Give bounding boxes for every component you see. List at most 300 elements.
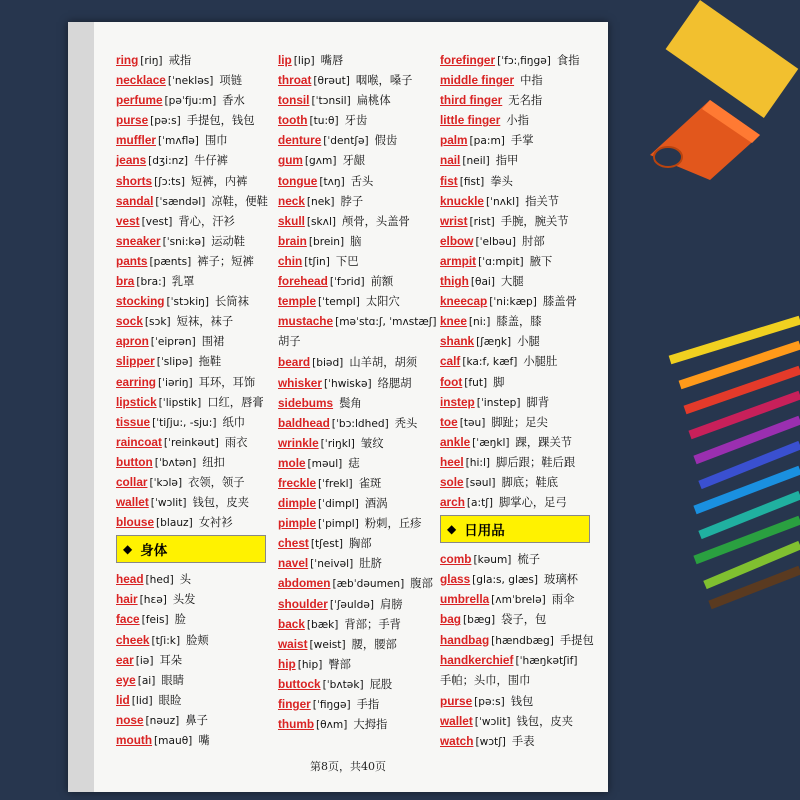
english-word: ankle bbox=[440, 434, 471, 449]
chinese-meaning: 雨衣 bbox=[224, 435, 248, 449]
phonetic: [θai] bbox=[470, 276, 496, 289]
chinese-meaning: 耳环，耳饰 bbox=[198, 375, 256, 389]
vocab-entry bbox=[116, 452, 276, 472]
chinese-meaning: 大拇指 bbox=[353, 718, 388, 732]
chinese-meaning: 秃头 bbox=[394, 416, 418, 430]
english-word: skull bbox=[278, 213, 305, 228]
vocab-entry bbox=[440, 271, 600, 291]
phonetic: [məul] bbox=[307, 457, 343, 470]
english-word: tissue bbox=[116, 414, 151, 429]
english-word: throat bbox=[278, 73, 312, 88]
chinese-meaning: 衣领，领子 bbox=[188, 475, 245, 489]
phonetic: [ʌmˈbrelə] bbox=[491, 594, 546, 607]
chinese-meaning: 脚掌心，足弓 bbox=[498, 496, 567, 510]
english-word: thumb bbox=[278, 717, 315, 732]
chinese-meaning: 肩膀 bbox=[379, 597, 403, 611]
phonetic: [bæg] bbox=[462, 614, 496, 627]
vocab-entry bbox=[440, 191, 600, 211]
english-word: handbag bbox=[440, 632, 490, 647]
vocab-entry bbox=[116, 231, 276, 251]
vocab-entry bbox=[440, 110, 600, 130]
vocab-entry bbox=[440, 171, 600, 191]
vocab-entry bbox=[278, 50, 438, 70]
phonetic: [ˈʃəuldə] bbox=[329, 598, 374, 611]
phonetic: [blauz] bbox=[156, 517, 193, 530]
chinese-meaning: 纽扣 bbox=[202, 455, 225, 469]
english-word: heel bbox=[440, 454, 464, 469]
phonetic: [ˈlipstik] bbox=[158, 396, 202, 409]
chinese-meaning: 食指 bbox=[556, 54, 580, 67]
chinese-meaning: 肚脐 bbox=[359, 557, 382, 571]
phonetic: [ˈnʌkl] bbox=[485, 195, 520, 208]
phonetic: [hεə] bbox=[139, 594, 167, 607]
phonetic: [mauθ] bbox=[154, 735, 193, 747]
phonetic: [ˈnekləs] bbox=[167, 75, 214, 88]
chinese-meaning: 戒指 bbox=[168, 54, 192, 67]
vocabulary-page bbox=[68, 22, 608, 792]
english-word: forehead bbox=[278, 274, 328, 289]
english-word: knee bbox=[440, 314, 467, 329]
vocab-entry bbox=[440, 130, 600, 150]
vocab-entry bbox=[278, 573, 438, 593]
vocab-entry bbox=[116, 331, 276, 351]
vocab-entry bbox=[116, 110, 276, 130]
phonetic: [ˈriŋkl] bbox=[320, 437, 355, 450]
vocab-entry bbox=[440, 211, 600, 231]
chinese-meaning: 眼睑 bbox=[158, 693, 182, 707]
english-word: instep bbox=[440, 394, 475, 409]
chinese-meaning: 膝盖，膝 bbox=[496, 315, 542, 329]
vocab-entry bbox=[116, 150, 276, 170]
chinese-meaning: 腹部 bbox=[410, 577, 433, 591]
phonetic: [gla:s, glæs] bbox=[472, 574, 539, 587]
english-word: shank bbox=[440, 334, 475, 349]
column-3 bbox=[440, 50, 600, 751]
vocab-entry bbox=[278, 413, 438, 433]
english-word: tongue bbox=[278, 173, 318, 188]
english-word: arch bbox=[440, 495, 465, 510]
english-word: collar bbox=[116, 474, 148, 489]
vocab-entry bbox=[278, 191, 438, 211]
english-word: abdomen bbox=[278, 576, 331, 591]
phonetic: [a:tʃ] bbox=[466, 497, 493, 510]
english-word: baldhead bbox=[278, 415, 330, 430]
vocab-entry bbox=[116, 569, 276, 589]
vocab-entry bbox=[278, 473, 438, 493]
chinese-meaning: 酒涡 bbox=[364, 497, 388, 511]
phonetic: [ai] bbox=[137, 674, 156, 687]
chinese-meaning: 项链 bbox=[219, 74, 242, 88]
english-word: ring bbox=[116, 53, 139, 67]
phonetic: [ˈsni:kə] bbox=[162, 235, 206, 248]
vocab-entry bbox=[278, 553, 438, 573]
chinese-meaning: 乳罩 bbox=[171, 275, 195, 289]
phonetic: [pænts] bbox=[149, 255, 192, 268]
phonetic: [tʃest] bbox=[310, 538, 343, 551]
phonetic: [ˈmʌflə] bbox=[157, 135, 199, 148]
chinese-meaning: 鼻子 bbox=[185, 713, 208, 727]
phonetic: [ˈwɔlit] bbox=[150, 497, 187, 510]
phonetic: [ˈelbəu] bbox=[475, 235, 517, 248]
vocab-entry bbox=[116, 171, 276, 191]
chinese-meaning: 皱纹 bbox=[360, 436, 384, 450]
vocab-entry bbox=[440, 372, 600, 392]
phonetic: [ˈinstep] bbox=[476, 396, 521, 409]
vocab-entry bbox=[440, 231, 600, 251]
chinese-meaning: 手表 bbox=[511, 735, 535, 748]
vocab-entry bbox=[116, 690, 276, 710]
vocab-entry bbox=[116, 191, 276, 211]
phonetic: [tʃin] bbox=[304, 255, 330, 268]
chinese-meaning: 女衬衫 bbox=[198, 516, 233, 530]
english-word: bag bbox=[440, 612, 461, 627]
section-header-body bbox=[116, 535, 266, 563]
english-word: mouth bbox=[116, 733, 153, 747]
english-word: muffler bbox=[116, 133, 156, 148]
chinese-meaning: 胡子 bbox=[278, 335, 301, 349]
vocab-entry bbox=[440, 432, 600, 452]
chinese-meaning: 踝，踝关节 bbox=[515, 435, 573, 449]
english-word: purse bbox=[440, 693, 473, 708]
chinese-meaning: 钱包，皮夹 bbox=[516, 714, 573, 728]
english-word: back bbox=[278, 616, 305, 631]
english-word: pimple bbox=[278, 516, 317, 531]
vocab-entry bbox=[116, 211, 276, 231]
vocab-entry bbox=[278, 291, 438, 311]
chinese-meaning: 手提包，钱包 bbox=[186, 114, 255, 128]
chinese-meaning: 拖鞋 bbox=[198, 355, 222, 369]
english-word: beard bbox=[278, 355, 311, 370]
english-word: wrinkle bbox=[278, 435, 319, 450]
colored-pencils-image bbox=[655, 300, 800, 630]
chinese-meaning: 太阳穴 bbox=[365, 295, 400, 309]
phonetic: [təu] bbox=[459, 416, 486, 429]
english-word: third finger bbox=[440, 93, 503, 108]
section-header-daily-items bbox=[440, 515, 590, 543]
vocab-entry bbox=[278, 352, 438, 372]
chinese-meaning: 手帕；头巾，围巾 bbox=[440, 673, 531, 687]
english-word: middle finger bbox=[440, 73, 515, 88]
phonetic: [ˈdentʃə] bbox=[323, 135, 369, 148]
vocab-entry bbox=[278, 654, 438, 674]
chinese-meaning: 大腿 bbox=[501, 275, 524, 289]
vocab-entry bbox=[278, 594, 438, 614]
english-word: dimple bbox=[278, 496, 317, 511]
chinese-meaning: 小腿 bbox=[517, 335, 540, 349]
column-2 bbox=[278, 50, 438, 734]
phonetic: [skʌl] bbox=[306, 215, 337, 228]
vocab-entry bbox=[278, 634, 438, 654]
english-word: earring bbox=[116, 374, 156, 389]
vocab-entry bbox=[116, 291, 276, 311]
phonetic: [weist] bbox=[309, 638, 346, 651]
phonetic: [tʃi:k] bbox=[151, 634, 181, 647]
english-word: watch bbox=[440, 734, 474, 748]
chinese-meaning: 梳子 bbox=[517, 553, 541, 567]
chinese-meaning: 腰，腰部 bbox=[351, 637, 397, 651]
vocab-entry bbox=[440, 609, 600, 629]
page-spine bbox=[68, 22, 94, 792]
phonetic: [kəum] bbox=[473, 554, 512, 567]
chinese-meaning: 鬓角 bbox=[339, 396, 362, 410]
vocab-entry bbox=[440, 691, 600, 711]
english-word: buttock bbox=[278, 676, 321, 691]
chinese-meaning: 手指 bbox=[356, 698, 380, 711]
chinese-meaning: 拳头 bbox=[490, 174, 513, 188]
chinese-meaning: 背部；手背 bbox=[344, 617, 401, 631]
vocab-entry bbox=[440, 650, 600, 691]
chinese-meaning: 耳朵 bbox=[159, 653, 183, 667]
english-word: elbow bbox=[440, 233, 474, 248]
chinese-meaning: 雀斑 bbox=[358, 476, 382, 490]
english-word: purse bbox=[116, 113, 149, 128]
chinese-meaning: 脚趾；足尖 bbox=[491, 415, 548, 429]
phonetic: [ˈɑ:mpit] bbox=[478, 255, 524, 268]
chinese-meaning: 口红，唇膏 bbox=[207, 395, 264, 409]
vocab-entry bbox=[440, 291, 600, 311]
english-word: knuckle bbox=[440, 193, 484, 208]
vocab-entry bbox=[116, 492, 276, 512]
vocab-entry bbox=[278, 70, 438, 90]
phonetic: [səul] bbox=[465, 476, 496, 489]
phonetic: [ˈwɔlit] bbox=[474, 715, 511, 728]
phonetic: [ˈæŋkl] bbox=[472, 436, 510, 449]
chinese-meaning: 短袜，袜子 bbox=[176, 315, 234, 329]
phonetic: [ʃæŋk] bbox=[476, 336, 512, 349]
english-word: face bbox=[116, 612, 140, 627]
vocab-entry bbox=[278, 311, 438, 352]
english-word: blouse bbox=[116, 515, 155, 530]
chinese-meaning: 纸巾 bbox=[222, 415, 246, 429]
column-1 bbox=[116, 50, 276, 750]
phonetic: [lip] bbox=[293, 55, 315, 67]
english-word: lip bbox=[278, 53, 292, 67]
vocab-entry bbox=[278, 150, 438, 170]
english-word: sidebums bbox=[278, 395, 334, 410]
phonetic: [ˈni:kæp] bbox=[489, 296, 537, 309]
chinese-meaning: 手提包 bbox=[559, 633, 594, 647]
vocab-entry bbox=[278, 251, 438, 271]
vocab-entry bbox=[440, 412, 600, 432]
phonetic: [feis] bbox=[141, 614, 169, 627]
vocab-entry bbox=[278, 231, 438, 251]
chinese-meaning: 牛仔裤 bbox=[194, 154, 228, 168]
phonetic: [ˈhæŋkətʃif] bbox=[515, 654, 578, 667]
english-word: vest bbox=[116, 213, 140, 228]
phonetic: [gʌm] bbox=[304, 155, 337, 168]
phonetic: [ˈreinkəut] bbox=[163, 436, 219, 449]
english-word: stocking bbox=[116, 294, 165, 309]
english-word: freckle bbox=[278, 475, 317, 490]
english-word: hip bbox=[278, 656, 296, 671]
vocab-entry bbox=[440, 311, 600, 331]
vocab-entry bbox=[278, 513, 438, 533]
chinese-meaning: 脚 bbox=[493, 375, 505, 389]
phonetic: [tʌŋ] bbox=[319, 175, 345, 188]
english-word: mustache bbox=[278, 314, 334, 329]
section-title: 身体 bbox=[140, 543, 168, 560]
chinese-meaning: 无名指 bbox=[508, 94, 543, 108]
phonetic: [ˈbʌtək] bbox=[322, 678, 364, 691]
phonetic: [ˈhwiskə] bbox=[323, 377, 372, 390]
vocab-entry bbox=[278, 171, 438, 191]
phonetic: [dʒi:nz] bbox=[148, 155, 189, 168]
english-word: raincoat bbox=[116, 434, 162, 449]
english-word: gum bbox=[278, 153, 303, 168]
phonetic: [hip] bbox=[297, 658, 323, 671]
english-word: sock bbox=[116, 314, 143, 329]
english-word: sole bbox=[440, 474, 464, 489]
phonetic: [ˈbʌtən] bbox=[154, 456, 197, 469]
vocab-entry bbox=[278, 110, 438, 130]
vocab-entry bbox=[116, 412, 276, 432]
phonetic: [hi:l] bbox=[465, 456, 491, 469]
phonetic: [fist] bbox=[459, 175, 485, 188]
phonetic: [ˈsændəl] bbox=[155, 195, 206, 208]
chinese-meaning: 牙龈 bbox=[342, 154, 366, 168]
english-word: brain bbox=[278, 233, 307, 248]
chinese-meaning: 屁股 bbox=[369, 677, 393, 691]
phonetic: [ka:f, kæf] bbox=[462, 356, 518, 369]
vocab-entry bbox=[116, 630, 276, 650]
chinese-meaning: 小指 bbox=[506, 114, 529, 128]
vocab-entry bbox=[116, 351, 276, 371]
english-word: mole bbox=[278, 455, 306, 470]
english-word: kneecap bbox=[440, 294, 488, 309]
phonetic: [pə:s] bbox=[150, 115, 181, 128]
english-word: necklace bbox=[116, 73, 166, 88]
phonetic: [wɔtʃ] bbox=[475, 736, 506, 748]
vocab-entry bbox=[116, 670, 276, 690]
phonetic: [hændbæg] bbox=[491, 634, 554, 647]
english-word: chest bbox=[278, 536, 309, 551]
chinese-meaning: 玻璃杯 bbox=[544, 573, 578, 587]
phonetic: [ˈeiprən] bbox=[150, 336, 196, 349]
phonetic: [riŋ] bbox=[140, 55, 163, 67]
vocab-entry bbox=[116, 710, 276, 730]
vocab-entry bbox=[278, 674, 438, 694]
chinese-meaning: 袋子，包 bbox=[501, 613, 547, 627]
english-word: neck bbox=[278, 193, 305, 208]
chinese-meaning: 肘部 bbox=[522, 234, 545, 248]
phonetic: [ˈtempl] bbox=[318, 296, 360, 309]
phonetic: [məˈstɑ:ʃ, ˈmʌstæʃ] bbox=[335, 316, 437, 329]
chinese-meaning: 颅骨，头盖骨 bbox=[342, 214, 410, 228]
chinese-meaning: 围巾 bbox=[204, 134, 228, 148]
english-word: navel bbox=[278, 556, 309, 571]
english-word: sneaker bbox=[116, 233, 161, 248]
vocab-entry bbox=[440, 569, 600, 589]
vocab-entry bbox=[440, 331, 600, 351]
english-word: wallet bbox=[116, 495, 149, 510]
english-word: sandal bbox=[116, 193, 154, 208]
english-word: handkerchief bbox=[440, 652, 514, 667]
english-word: lipstick bbox=[116, 394, 157, 409]
vocab-entry bbox=[278, 271, 438, 291]
chinese-meaning: 头发 bbox=[172, 593, 196, 607]
phonetic: [ni:] bbox=[468, 316, 491, 329]
chinese-meaning: 胸部 bbox=[349, 537, 372, 551]
vocab-entry bbox=[440, 251, 600, 271]
chinese-meaning: 钱包，皮夹 bbox=[192, 496, 249, 510]
chinese-meaning: 运动鞋 bbox=[211, 234, 246, 248]
chinese-meaning: 围裙 bbox=[201, 335, 225, 349]
vocab-entry bbox=[278, 393, 438, 413]
english-word: lid bbox=[116, 692, 130, 707]
chinese-meaning: 假齿 bbox=[374, 134, 398, 148]
chinese-meaning: 脑 bbox=[350, 234, 362, 248]
chinese-meaning: 络腮胡 bbox=[377, 376, 412, 390]
diamond-bullet-icon: ◆ bbox=[447, 522, 457, 537]
vocab-entry bbox=[116, 70, 276, 90]
chinese-meaning: 痣 bbox=[348, 456, 360, 470]
vocab-entry bbox=[440, 50, 600, 70]
english-word: denture bbox=[278, 133, 322, 148]
vocab-entry bbox=[116, 130, 276, 150]
chinese-meaning: 牙齿 bbox=[344, 114, 368, 128]
english-word: palm bbox=[440, 133, 468, 148]
chinese-meaning: 香水 bbox=[222, 94, 245, 108]
vocab-entry bbox=[278, 211, 438, 231]
english-word: bra bbox=[116, 274, 135, 289]
vocab-entry bbox=[116, 90, 276, 110]
phonetic: [hed] bbox=[145, 574, 174, 587]
chinese-meaning: 小腿肚 bbox=[523, 355, 558, 369]
section-title: 日用品 bbox=[464, 523, 505, 540]
chinese-meaning: 眼睛 bbox=[161, 673, 184, 687]
english-word: apron bbox=[116, 334, 149, 349]
english-word: jeans bbox=[116, 153, 147, 168]
english-word: glass bbox=[440, 572, 471, 587]
phonetic: [ˈneivəl] bbox=[310, 558, 354, 571]
english-word: foot bbox=[440, 374, 463, 389]
vocab-entry bbox=[440, 351, 600, 371]
phonetic: [ˈstɔkiŋ] bbox=[166, 296, 209, 309]
phonetic: [ʃɔ:ts] bbox=[154, 175, 185, 188]
vocab-entry bbox=[440, 549, 600, 569]
phonetic: [ˈfrekl] bbox=[318, 477, 353, 490]
english-word: little finger bbox=[440, 113, 501, 128]
chinese-meaning: 臀部 bbox=[328, 657, 351, 671]
phonetic: [pə:s] bbox=[474, 695, 505, 708]
vocab-entry bbox=[116, 589, 276, 609]
vocab-entry bbox=[440, 630, 600, 650]
phonetic: [neil] bbox=[462, 155, 490, 168]
chinese-meaning: 咽喉，嗓子 bbox=[355, 74, 413, 88]
phonetic: [ˈdimpl] bbox=[318, 498, 359, 511]
english-word: cheek bbox=[116, 632, 150, 647]
chinese-meaning: 头 bbox=[179, 573, 192, 587]
vocab-entry bbox=[116, 472, 276, 492]
chinese-meaning: 裤子；短裤 bbox=[197, 254, 254, 268]
vocab-entry bbox=[440, 492, 600, 512]
phonetic: [nəuz] bbox=[145, 714, 180, 727]
phonetic: [θʌm] bbox=[316, 719, 348, 732]
vocab-entry bbox=[440, 589, 600, 609]
vocab-entry bbox=[116, 730, 276, 750]
chinese-meaning: 嘴 bbox=[198, 734, 210, 747]
phonetic: [ˈpimpl] bbox=[318, 518, 359, 531]
diamond-bullet-icon: ◆ bbox=[123, 542, 133, 557]
phonetic: [bra:] bbox=[136, 276, 166, 289]
english-word: wrist bbox=[440, 213, 468, 228]
chinese-meaning: 背心，汗衫 bbox=[178, 214, 235, 228]
english-word: slipper bbox=[116, 354, 155, 369]
phonetic: [ˈslipə] bbox=[156, 356, 193, 369]
vocab-entry bbox=[278, 453, 438, 473]
phonetic: [pa:m] bbox=[469, 135, 505, 148]
chinese-meaning: 脚背 bbox=[526, 395, 550, 409]
